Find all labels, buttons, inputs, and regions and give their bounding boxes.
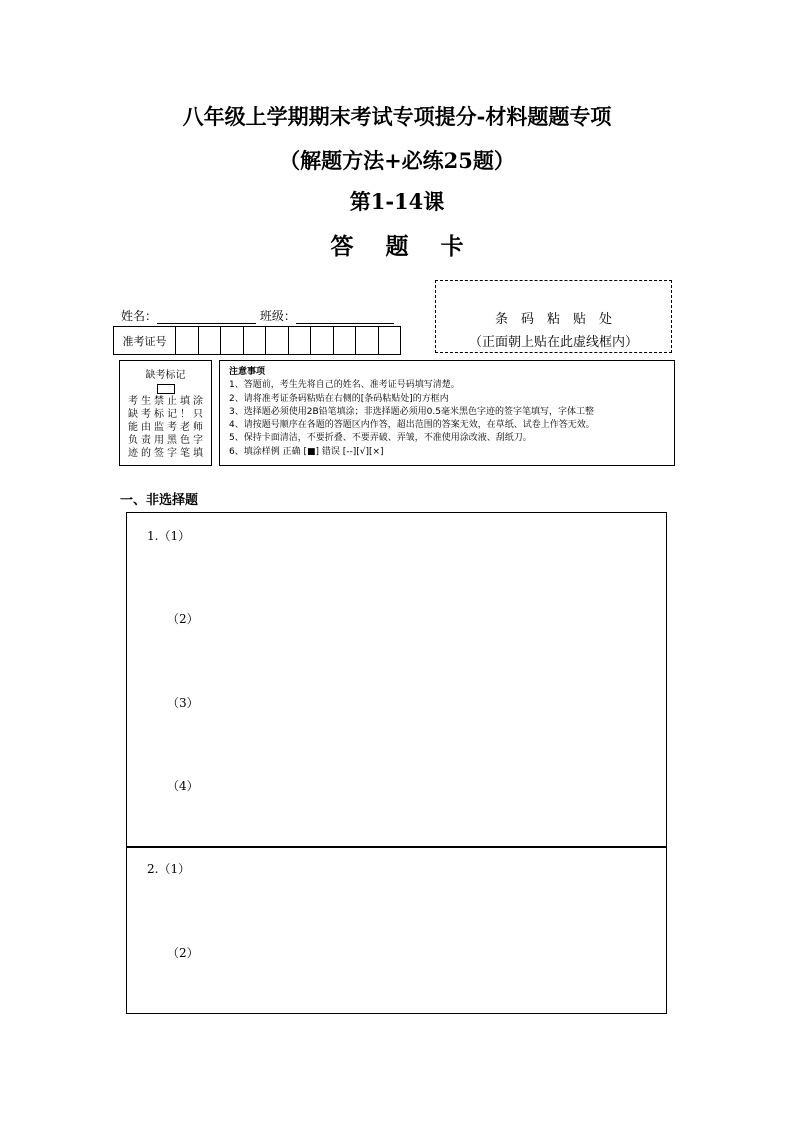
question-1-part-4-label: （4） [167, 779, 199, 793]
exam-id-cell[interactable] [266, 327, 289, 354]
absent-mark-box [119, 360, 212, 466]
barcode-area [435, 280, 672, 353]
exam-id-cell[interactable] [379, 327, 401, 354]
question-1-part-1-label: 1.（1） [147, 529, 191, 543]
exam-id-label: 准考证号 [114, 327, 176, 354]
note-item: 6、填涂样例 正确 [■] 错误 [--][√][×] [229, 446, 384, 457]
exam-id-cell[interactable] [244, 327, 267, 354]
barcode-label: 条码粘贴处 [494, 312, 625, 327]
exam-id-cell[interactable] [176, 327, 199, 354]
name-field[interactable] [157, 309, 256, 324]
title-line-1: 八年级上学期期末考试专项提分-材料题题专项 [182, 104, 612, 129]
question-2-part-1-label: 2.（1） [147, 862, 191, 876]
note-item: 1、答题前，考生先将自己的姓名、准考证号码填写清楚。 [229, 380, 460, 391]
absent-mark-title: 缺考标记 [145, 370, 186, 381]
absent-mark-line: 能由监考老师 [128, 422, 203, 433]
exam-id-cell[interactable] [311, 327, 334, 354]
absent-mark-line: 考生禁止填涂 [128, 396, 203, 407]
exam-id-cell[interactable] [334, 327, 357, 354]
question-1-part-2-label: （2） [167, 612, 199, 626]
notes-box [219, 360, 675, 466]
exam-id-cell[interactable] [221, 327, 244, 354]
exam-id-cell[interactable] [199, 327, 222, 354]
note-item: 2、请将准考证条码粘贴在右侧的[条码粘贴处]的方框内 [229, 393, 449, 404]
exam-id-grid [113, 326, 401, 355]
title-line-2: （解题方法+必练25题） [279, 148, 515, 173]
absent-mark-checkbox[interactable] [157, 384, 175, 394]
absent-mark-line: 缺考标记！只 [128, 409, 203, 420]
exam-id-cell[interactable] [289, 327, 312, 354]
name-label: 姓名： [121, 309, 158, 323]
absent-mark-line: 迹的签字笔填 [128, 448, 203, 459]
absent-mark-line: 负责用黑色字 [128, 435, 203, 446]
question-2-part-2-label: （2） [167, 946, 199, 960]
student-info-row [121, 307, 394, 324]
notes-title: 注意事项 [229, 367, 266, 377]
note-item: 4、请按题号顺序在各题的答题区内作答，超出范围的答案无效，在草纸、试卷上作答无效。 [229, 420, 595, 431]
question-1-part-3-label: （3） [167, 696, 199, 710]
class-label: 班级： [259, 309, 296, 323]
section-title: 一、非选择题 [120, 493, 199, 508]
note-item: 3、选择题必须使用2B铅笔填涂；非选择题必须用0.5毫米黑色字迹的签字笔填写，字体工整 [229, 406, 594, 417]
answer-card-title: 答 题 卡 [330, 233, 476, 260]
exam-id-cell[interactable] [356, 327, 379, 354]
question-2-answer-area[interactable] [126, 846, 667, 1014]
class-field[interactable] [296, 309, 394, 324]
note-item: 5、保持卡面清洁，不要折叠、不要弄破、弄皱，不准使用涂改液、刮纸刀。 [229, 433, 532, 444]
lesson-range: 第1-14课 [349, 189, 445, 214]
question-1-answer-area[interactable] [126, 512, 667, 848]
barcode-hint: （正面朝上贴在此虚线框内） [468, 335, 638, 350]
